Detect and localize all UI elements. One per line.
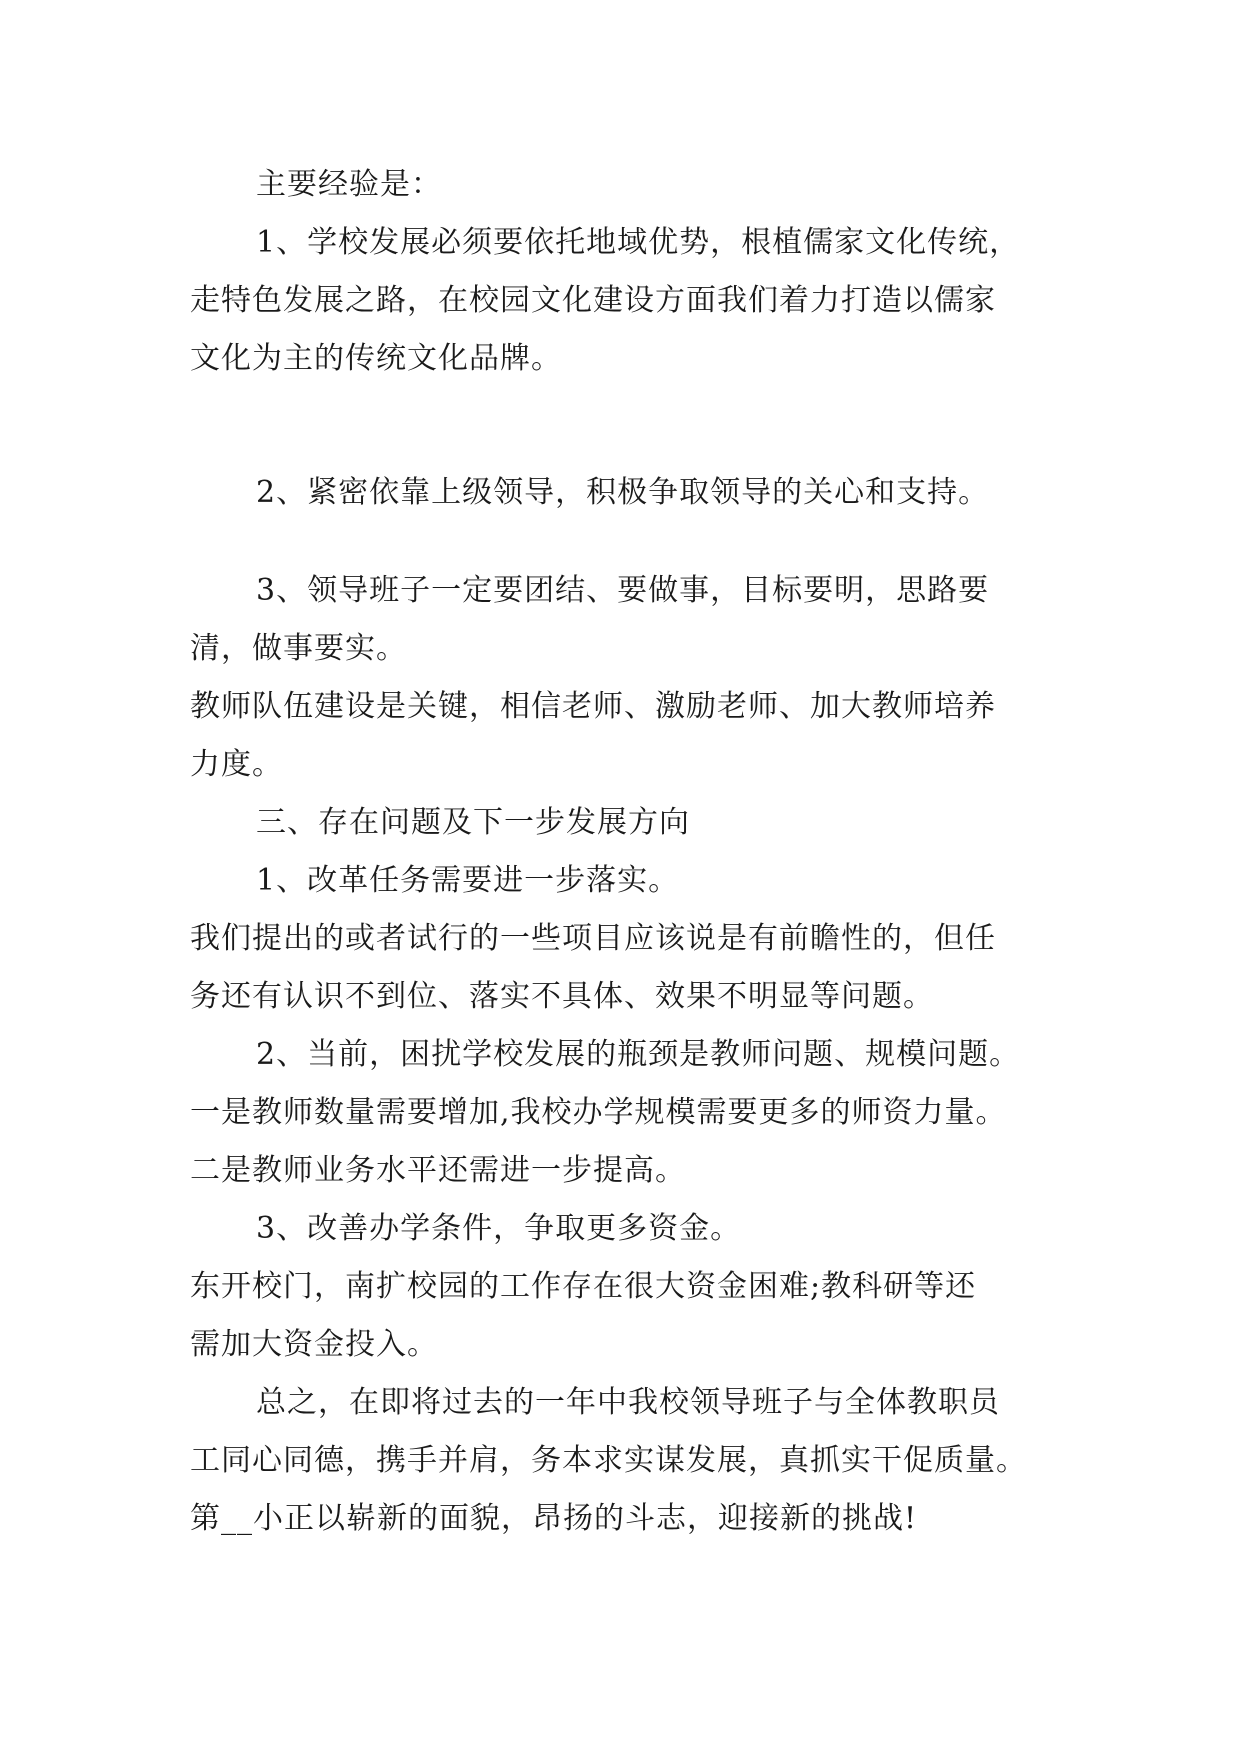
text-line: 3、改善办学条件，争取更多资金。 — [256, 1211, 742, 1246]
text-line: 需加大资金投入。 — [190, 1327, 438, 1362]
text-line: 务还有认识不到位、落实不具体、效果不明显等问题。 — [190, 979, 934, 1014]
text-line: 走特色发展之路，在校园文化建设方面我们着力打造以儒家 — [190, 283, 996, 318]
text-line: 2、紧密依靠上级领导，积极争取领导的关心和支持。 — [256, 475, 990, 510]
text-line: 文化为主的传统文化品牌。 — [190, 341, 562, 376]
text-line: 1、学校发展必须要依托地域优势，根植儒家文化传统， — [256, 225, 1021, 260]
text-line: 我们提出的或者试行的一些项目应该说是有前瞻性的，但任 — [190, 921, 996, 956]
section-heading: 三、存在问题及下一步发展方向 — [256, 805, 690, 840]
text-line: 二是教师业务水平还需进一步提高。 — [190, 1153, 686, 1188]
text-line: 第__小正以崭新的面貌，昂扬的斗志，迎接新的挑战! — [190, 1501, 918, 1536]
text-line: 3、领导班子一定要团结、要做事，目标要明，思路要 — [256, 573, 990, 608]
text-line: 主要经验是： — [256, 167, 442, 202]
text-line: 清，做事要实。 — [190, 631, 407, 666]
text-line: 1、改革任务需要进一步落实。 — [256, 863, 680, 898]
text-line: 2、当前，困扰学校发展的瓶颈是教师问题、规模问题。 — [256, 1037, 1021, 1072]
text-line: 东开校门，南扩校园的工作存在很大资金困难;教科研等还 — [190, 1269, 977, 1304]
text-line: 力度。 — [190, 747, 283, 782]
text-line: 教师队伍建设是关键，相信老师、激励老师、加大教师培养 — [190, 689, 996, 724]
text-line: 总之，在即将过去的一年中我校领导班子与全体教职员 — [256, 1385, 1000, 1420]
text-line: 一是教师数量需要增加,我校办学规模需要更多的师资力量。 — [190, 1095, 1007, 1130]
text-line: 工同心同德，携手并肩，务本求实谋发展，真抓实干促质量。 — [190, 1443, 1027, 1478]
